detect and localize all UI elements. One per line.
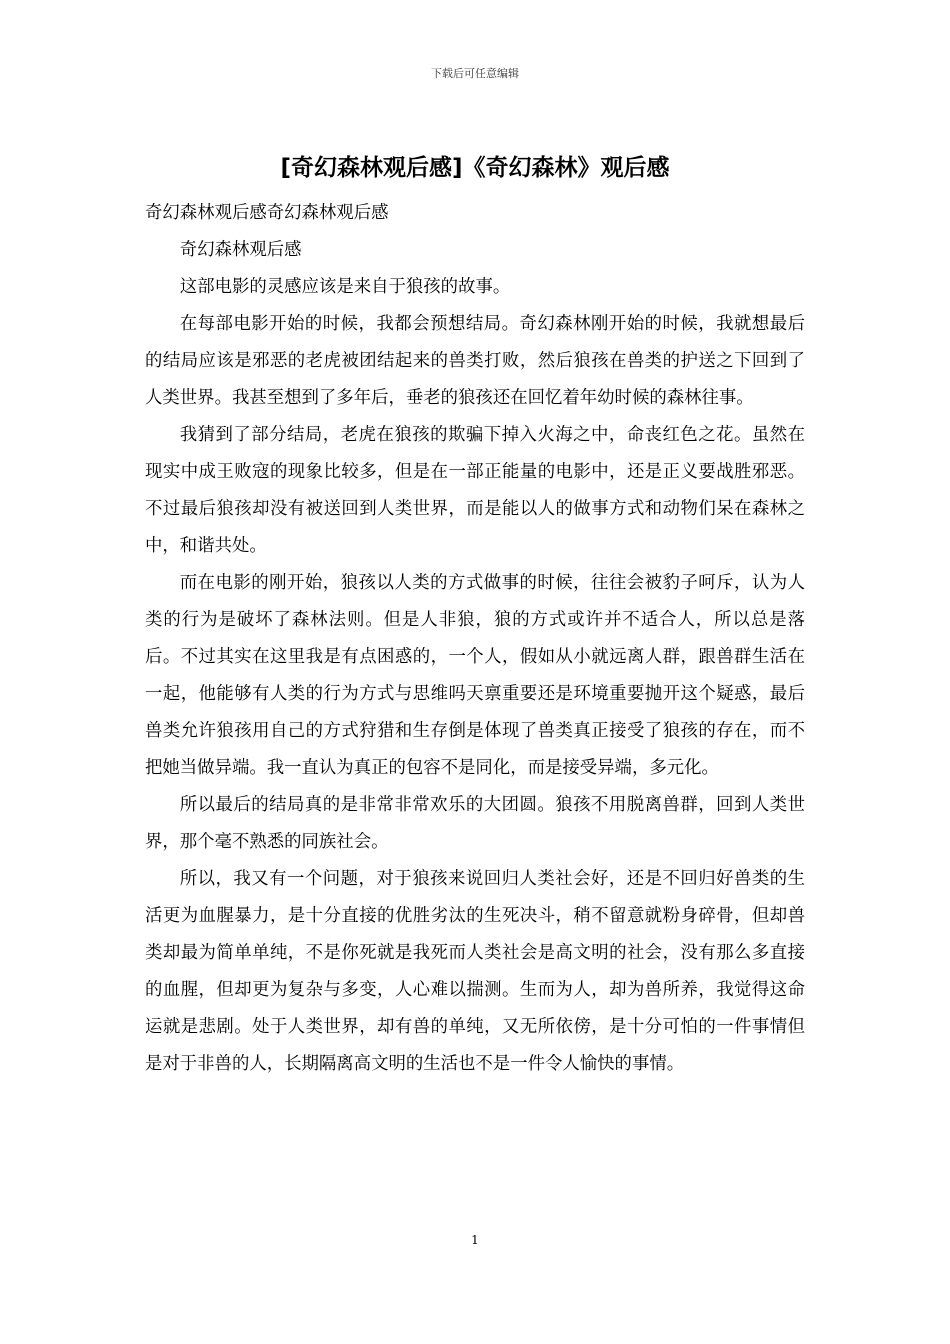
paragraph: 我猜到了部分结局，老虎在狼孩的欺骗下掉入火海之中，命丧红色之花。虽然在现实中成王败寇的现象比较多，但是在一部正能量的电影中，还是正义要战胜邪恶。不过最后狼孩却没有被送回到人类世界，而是能以人的做事方式和动物们呆在森林之中，和谐共处。 <box>145 425 805 556</box>
page-header-note: 下载后可任意编辑 <box>431 67 519 80</box>
paragraph-subtitle: 奇幻森林观后感奇幻森林观后感 <box>145 203 389 223</box>
paragraph: 在每部电影开始的时候，我都会预想结局。奇幻森林刚开始的时候，我就想最后的结局应该是邪恶的老虎被团结起来的兽类打败，然后狼孩在兽类的护送之下回到了人类世界。我甚至想到了多年后，垂老的狼孩还在回忆着年幼时候的森林往事。 <box>145 314 805 408</box>
page-number: 1 <box>471 1233 479 1247</box>
paragraph: 这部电影的灵感应该是来自于狼孩的故事。 <box>179 277 511 297</box>
paragraph: 所以，我又有一个问题，对于狼孩来说回归人类社会好，还是不回归好兽类的生活更为血腥暴力，是十分直接的优胜劣汰的生死决斗，稍不留意就粉身碎骨，但却兽类却最为简单单纯，不是你死就是我死而人类社会是高文明的社会，没有那么多直接的血腥，但却更为复杂与多变，人心难以揣测。生而为人，却为兽所养，我觉得这命运就是悲剧。处于人类世界，却有兽的单纯，又无所依傍，是十分可怕的一件事情但是对于非兽的人，长期隔离高文明的生活也不是一件令人愉快的事情。 <box>145 869 805 1074</box>
paragraph: 而在电影的刚开始，狼孩以人类的方式做事的时候，往往会被豹子呵斥，认为人类的行为是破坏了森林法则。但是人非狼，狼的方式或许并不适合人，所以总是落后。不过其实在这里我是有点困惑的，一个人，假如从小就远离人群，跟兽群生活在一起，他能够有人类的行为方式与思维吗天禀重要还是环境重要抛开这个疑惑，最后兽类允许狼孩用自己的方式狩猎和生存倒是体现了兽类真正接受了狼孩的存在，而不把她当做异端。我一直认为真正的包容不是同化，而是接受异端，多元化。 <box>145 573 805 778</box>
document-body <box>145 195 805 1083</box>
paragraph-heading: 奇幻森林观后感 <box>179 240 302 260</box>
paragraph: 所以最后的结局真的是非常非常欢乐的大团圆。狼孩不用脱离兽群，回到人类世界，那个毫不熟悉的同族社会。 <box>145 795 805 852</box>
document-title: [奇幻森林观后感]《奇幻森林》观后感 <box>280 155 670 181</box>
